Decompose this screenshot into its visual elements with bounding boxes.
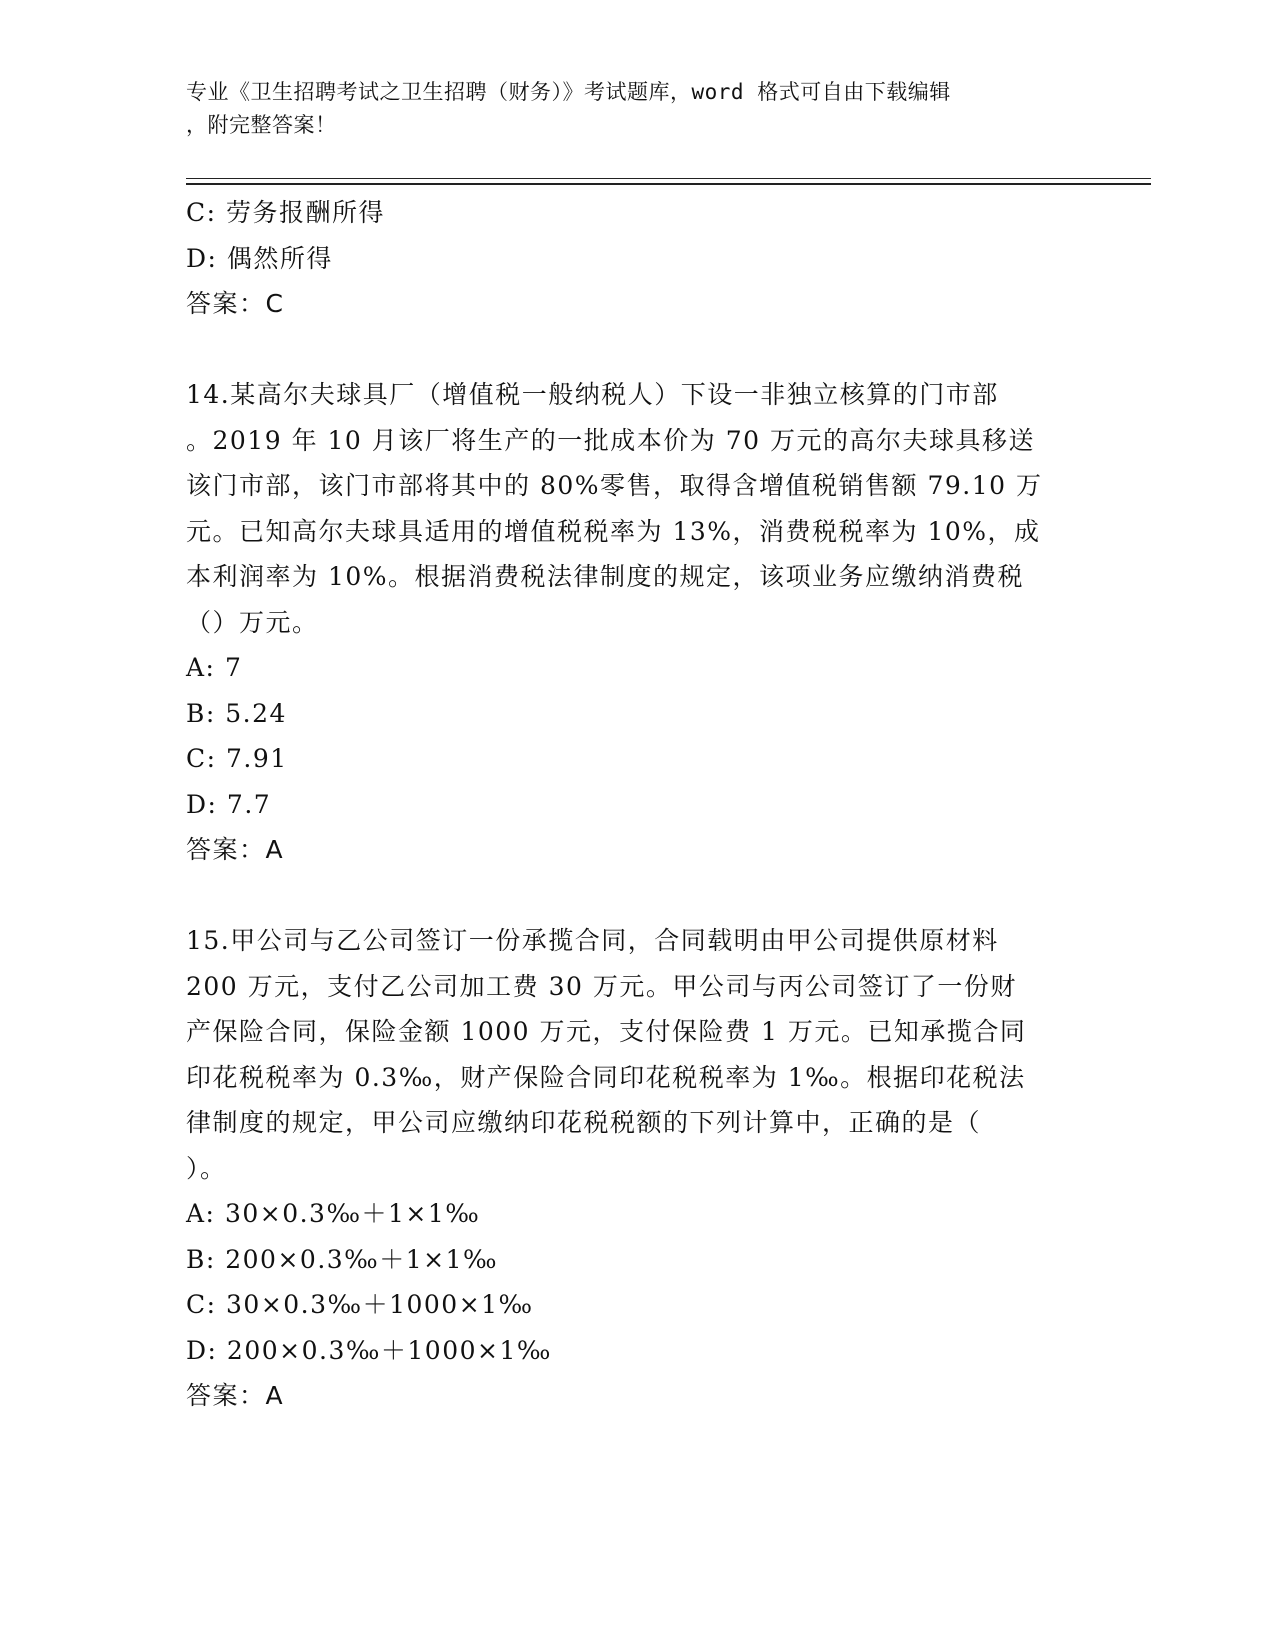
- question-stem-line: 14.某高尔夫球具厂（增值税一般纳税人）下设一非独立核算的门市部: [186, 380, 999, 409]
- spacer: [186, 327, 1086, 373]
- question-14: [186, 372, 1086, 873]
- question-stem-line: 该门市部，该门市部将其中的 80%零售，取得含增值税销售额 79.10 万: [186, 471, 1043, 500]
- option-label: D:: [186, 789, 218, 819]
- question-15: [186, 918, 1086, 1419]
- answer-line: 答案：C: [186, 289, 285, 318]
- header-line-2: ，附完整答案！: [186, 113, 337, 137]
- question-stem-line: 印花税税率为 0.3‰，财产保险合同印花税税率为 1‰。根据印花税法: [186, 1062, 1026, 1092]
- option-label: C:: [186, 198, 217, 227]
- header-divider-thick: [186, 183, 1151, 185]
- option-label: B:: [186, 1244, 216, 1274]
- question-stem-line: （）万元。: [186, 607, 319, 637]
- option-label: B:: [186, 698, 216, 728]
- option-text: 200×0.3‰＋1000×1‰: [226, 1335, 552, 1365]
- answer-line: 答案：A: [186, 1381, 285, 1410]
- option-a: [186, 645, 1086, 691]
- option-text: 30×0.3‰＋1000×1‰: [226, 1290, 534, 1319]
- option-a: [186, 1191, 1086, 1237]
- option-c: [186, 1282, 1086, 1328]
- option-c: [186, 190, 1086, 236]
- option-label: A:: [186, 653, 216, 682]
- option-label: D:: [186, 1335, 218, 1365]
- option-b: [186, 691, 1086, 737]
- header-divider-thin: [186, 178, 1151, 179]
- answer-line: 答案：A: [186, 835, 285, 864]
- option-d: [186, 782, 1086, 828]
- question-stem-line: ）。: [186, 1153, 227, 1183]
- question-stem-line: 200 万元，支付乙公司加工费 30 万元。甲公司与丙公司签订了一份财: [186, 971, 1017, 1001]
- question-stem-line: 产保险合同，保险金额 1000 万元，支付保险费 1 万元。已知承揽合同: [186, 1017, 1027, 1046]
- page-header: [186, 76, 1086, 142]
- question-stem-line: 元。已知高尔夫球具适用的增值税税率为 13%，消费税税率为 10%，成: [186, 516, 1041, 546]
- option-text: 劳务报酬所得: [226, 198, 386, 227]
- question-stem-line: 。2019 年 10 月该厂将生产的一批成本价为 70 万元的高尔夫球具移送: [186, 425, 1035, 455]
- option-text: 偶然所得: [226, 243, 333, 273]
- option-text: 7.7: [226, 789, 272, 819]
- option-text: 7: [224, 653, 243, 682]
- content-body: [186, 190, 1086, 1419]
- question-stem-line: 本利润率为 10%。根据消费税法律制度的规定，该项业务应缴纳消费税: [186, 562, 1025, 591]
- option-text: 200×0.3‰＋1×1‰: [225, 1244, 499, 1274]
- spacer: [186, 873, 1086, 919]
- option-d: [186, 236, 1086, 282]
- option-label: A:: [186, 1199, 216, 1228]
- option-label: D:: [186, 243, 218, 273]
- option-text: 7.91: [226, 744, 288, 773]
- question-stem-line: 15.甲公司与乙公司签订一份承揽合同，合同载明由甲公司提供原材料: [186, 926, 999, 955]
- option-text: 5.24: [225, 698, 287, 728]
- question-stem-line: 律制度的规定，甲公司应缴纳印花税税额的下列计算中，正确的是（: [186, 1108, 982, 1137]
- header-line-1: 专业《卫生招聘考试之卫生招聘（财务）》考试题库，word 格式可自由下载编辑: [186, 80, 951, 104]
- option-d: [186, 1328, 1086, 1374]
- option-b: [186, 1237, 1086, 1283]
- option-c: [186, 736, 1086, 782]
- option-text: 30×0.3‰＋1×1‰: [224, 1199, 481, 1228]
- option-label: C:: [186, 744, 217, 773]
- option-label: C:: [186, 1290, 217, 1319]
